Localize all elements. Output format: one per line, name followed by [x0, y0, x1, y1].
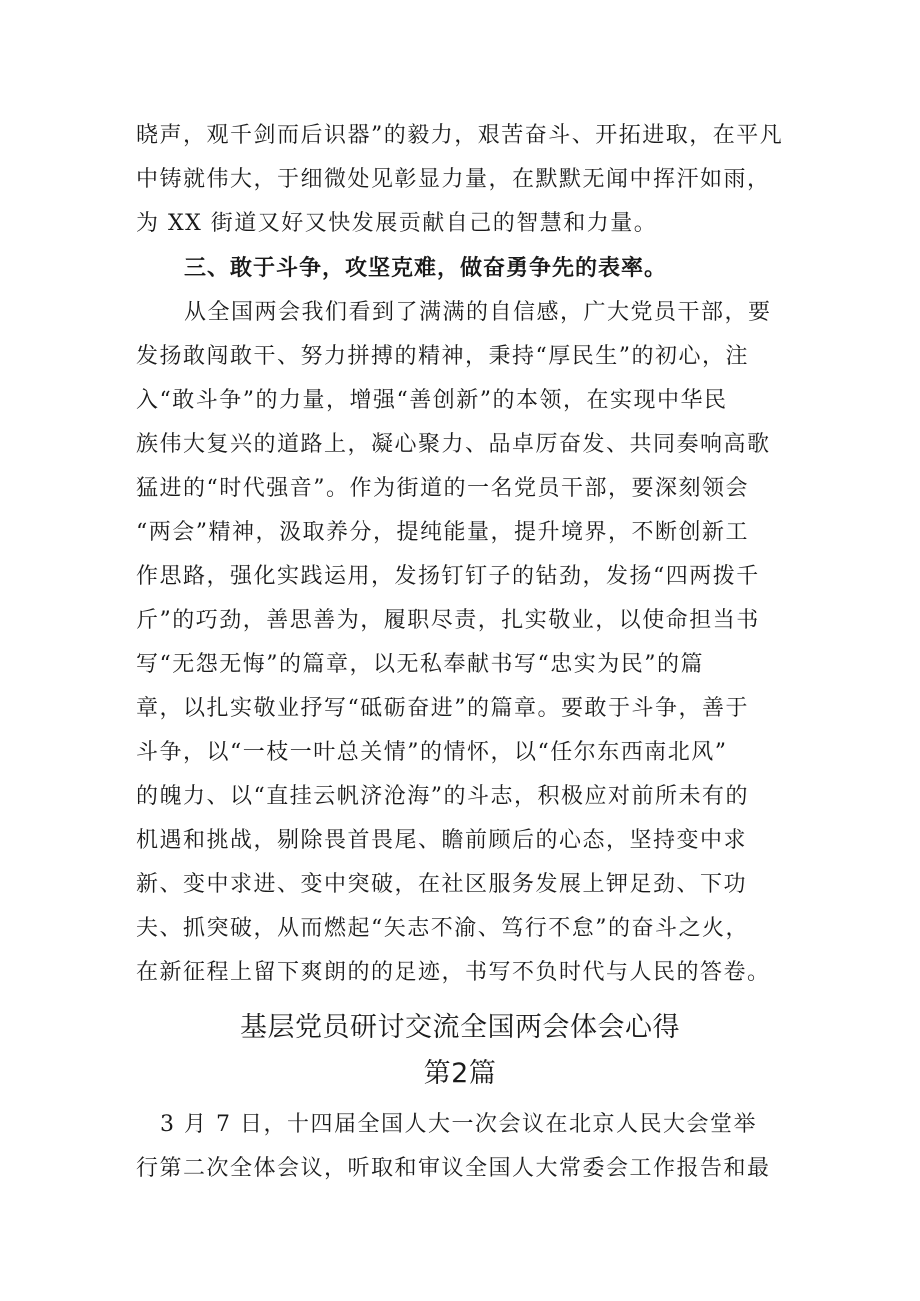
body-text-line: 作思路，强化实践运用，发扬钉钉子的钻劲，发扬“四两拨千: [136, 564, 760, 589]
body-text-line: 章，以扎实敬业抒写“砥砺奋进”的篇章。要敢于斗争，善于: [136, 696, 749, 721]
body-text-line: 写“无怨无悔”的篇章，以无私奉献书写“忠实为民”的篇: [136, 652, 704, 677]
body-text-line: 3 月 7 日，十四届全国人大一次会议在北京人民大会堂举: [160, 1112, 757, 1137]
body-text-line: “两会”精神，汲取养分，提纯能量，提升境界，不断创新工: [136, 520, 749, 545]
body-text-line: 从全国两会我们看到了满满的自信感，广大党员干部，要: [184, 300, 772, 325]
article-subtitle: 第2篇: [423, 1058, 497, 1089]
article-title: 基层党员研讨交流全国两会体会心得: [240, 1012, 680, 1043]
section-heading: 三、敢于斗争，攻坚克难，做奋勇争先的表率。: [184, 256, 668, 281]
body-text-line: 的魄力、以“直挂云帆济沧海”的斗志，积极应对前所未有的: [136, 784, 749, 809]
body-text-line: 入“敢斗争”的力量，增强“善创新”的本领，在实现中华民: [136, 388, 728, 413]
body-text-line: 中铸就伟大，于细微处见彰显力量，在默默无闻中挥汗如雨，: [136, 167, 771, 192]
body-text-line: 发扬敢闯敢干、努力拼搏的精神，秉持“厚民生”的初心，注: [136, 344, 749, 369]
body-text-line: 在新征程上留下爽朗的的足迹，书写不负时代与人民的答卷。: [136, 960, 771, 985]
body-text-line: 斗争，以“一枝一叶总关情”的情怀，以“任尔东西南北风”: [136, 740, 728, 765]
body-text-line: 族伟大复兴的道路上，凝心聚力、品卓厉奋发、共同奏响高歌: [136, 432, 771, 457]
body-text-line: 斤”的巧劲，善思善为，履职尽责，扎实敬业，以使命担当书: [136, 608, 760, 633]
body-text-line: 新、变中求进、变中突破，在社区服务发展上钾足劲、下功: [136, 872, 748, 897]
body-text-line: 机遇和挑战，剔除畏首畏尾、瞻前顾后的心态，坚持变中求: [136, 828, 748, 853]
body-text-line: 为 XX 街道又好又快发展贡献自己的智慧和力量。: [136, 211, 658, 236]
body-text-line: 猛进的“时代强音”。作为街道的一名党员干部，要深刻领会: [136, 476, 749, 501]
body-text-line: 晓声，观千剑而后识器”的毅力，艰苦奋斗、开拓进取，在平凡: [136, 123, 784, 148]
body-text-line: 夫、抓突破，从而燃起“矢志不渝、笃行不怠”的奋斗之火，: [136, 916, 749, 941]
body-text-line: 行第二次全体会议，听取和审议全国人大常委会工作报告和最: [136, 1156, 771, 1181]
